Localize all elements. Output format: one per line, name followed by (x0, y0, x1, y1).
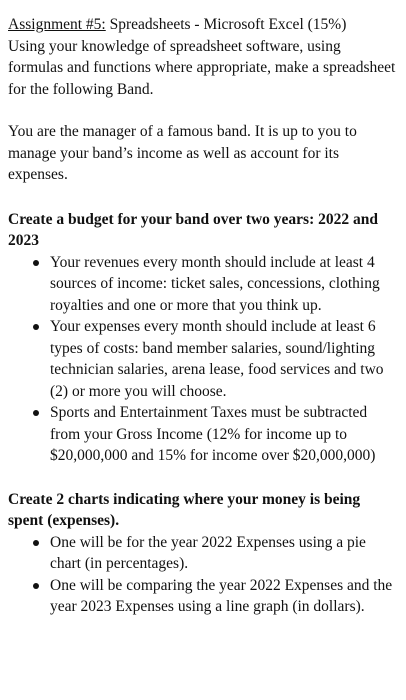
list-item (8, 575, 396, 618)
bullet-text: Your revenues every month should include at least 4 sources of income: ticket sales, concessions, clothing royalties and one or more that you think up. (50, 253, 380, 314)
bullet-text: Sports and Entertainment Taxes must be subtracted from your Gross Income (12% for income up to $20,000,000 and 15% for income over $20,000,000) (50, 404, 376, 464)
bullet-icon (33, 410, 39, 416)
list-item (8, 402, 396, 467)
budget-heading: Create a budget for your band over two years: 2022 and 2023 (8, 210, 378, 249)
assignment-intro (8, 14, 396, 100)
assignment-label: Assignment #5: (8, 16, 106, 33)
scenario-paragraph: You are the manager of a famous band. It is up to you to manage your band’s income as well as account for its expenses. (8, 123, 357, 183)
list-item (8, 316, 396, 402)
list-item (8, 532, 396, 575)
bullet-icon (33, 260, 39, 266)
budget-bullet-list (8, 252, 396, 467)
charts-bullet-list (8, 532, 396, 618)
charts-heading: Create 2 charts indicating where your money is being spent (expenses). (8, 490, 361, 529)
assignment-instructions: Using your knowledge of spreadsheet software, using formulas and functions where appropriate, make a spreadsheet for the following Band. (8, 37, 396, 98)
assignment-title: Spreadsheets - Microsoft Excel (15%) (105, 16, 347, 33)
list-item (8, 252, 396, 317)
bullet-text: Your expenses every month should include at least 6 types of costs: band member salaries, sound/lighting technician salaries, arena lease, food services and two (2) or more you will choose. (50, 318, 384, 400)
bullet-text: One will be comparing the year 2022 Expenses and the year 2023 Expenses using a line graph (in dollars). (50, 576, 393, 615)
bullet-icon (33, 324, 39, 330)
bullet-text: One will be for the year 2022 Expenses using a pie chart (in percentages). (50, 533, 366, 572)
bullet-icon (33, 583, 39, 589)
bullet-icon (33, 540, 39, 546)
